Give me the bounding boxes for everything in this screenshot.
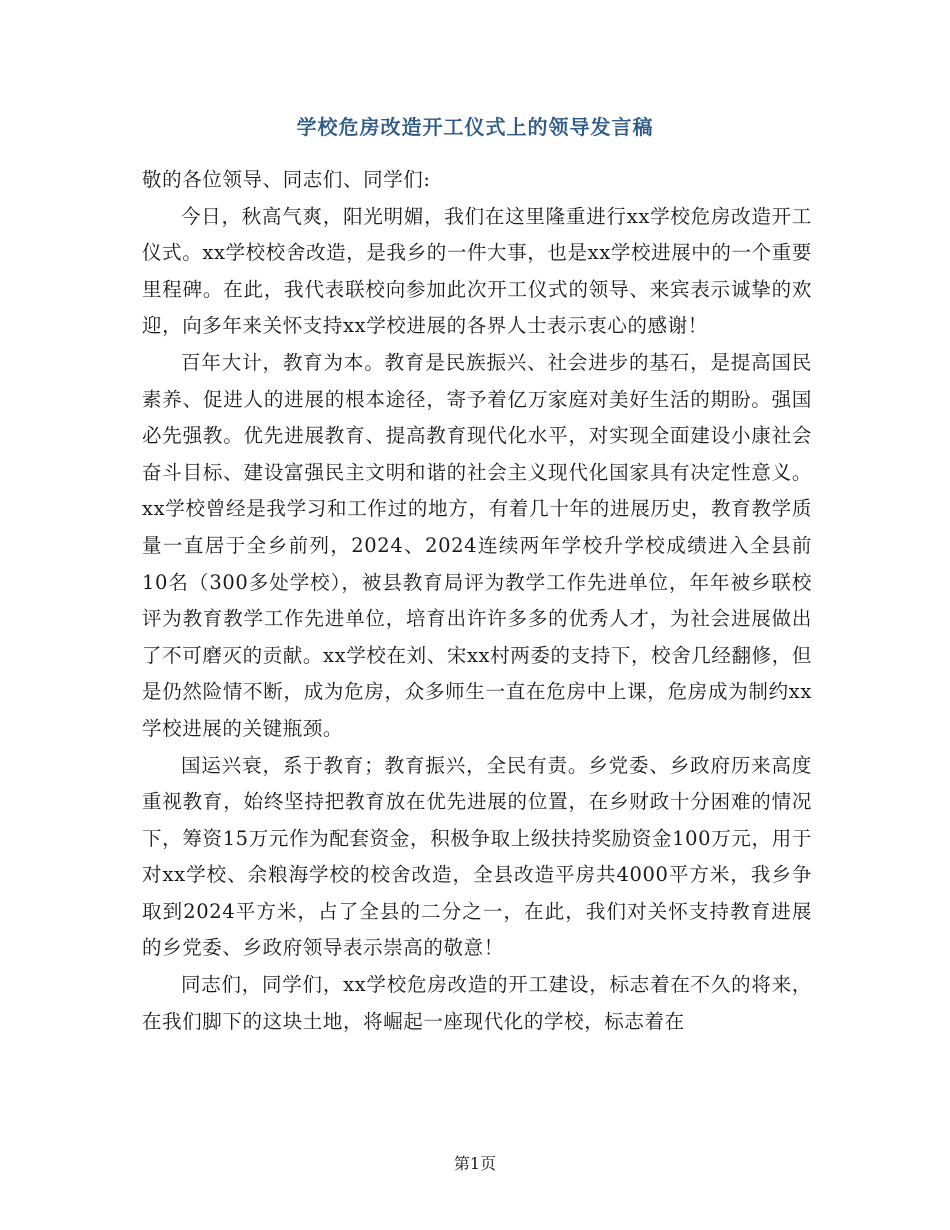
paragraph-3: 国运兴衰，系于教育；教育振兴，全民有责。乡党委、乡政府历来高度重视教育，始终坚持把教育放在优先进展的位置，在乡财政十分困难的情况下，筹资15万元作为配套资金，积极争取上级扶持奖励资金100万元，用于对xx学校、余粮海学校的校舍改造，全县改造平房共4000平方米，我乡争取到2024平方米，占了全县的二分之一，在此，我们对关怀支持教育进展的乡党委、乡政府领导表示崇高的敬意！ — [142, 753, 812, 960]
page-number: 第1页 — [453, 1154, 497, 1173]
salutation: 敬的各位领导、同志们、同学们: — [142, 168, 431, 191]
paragraph-2: 百年大计，教育为本。教育是民族振兴、社会进步的基石，是提高国民素养、促进人的进展的根本途径，寄予着亿万家庭对美好生活的期盼。强国必先强教。优先进展教育、提高教育现代化水平，对实现全面建设小康社会奋斗目标、建设富强民主文明和谐的社会主义现代化国家具有决定性意义。xx学校曾经是我学习和工作过的地方，有着几十年的进展历史，教育教学质量一直居于全乡前列，2024、2024连续两年学校升学校成绩进入全县前10名（300多处学校），被县教育局评为教学工作先进单位，年年被乡联校评为教育教学工作先进单位，培育出许许多多的优秀人才，为社会进展做出了不可磨灭的贡献。xx学校在刘、宋xx村两委的支持下，校舍几经翻修，但是仍然险情不断，成为危房，众多师生一直在危房中上课，危房成为制约xx学校进展的关键瓶颈。 — [142, 350, 812, 740]
paragraph-4: 同志们，同学们，xx学校危房改造的开工建设，标志着在不久的将来，在我们脚下的这块土地，将崛起一座现代化的学校，标志着在 — [142, 973, 812, 1033]
document-title: 学校危房改造开工仪式上的领导发言稿 — [296, 115, 654, 139]
document-body — [142, 162, 812, 1040]
paragraph-1: 今日，秋高气爽，阳光明媚，我们在这里隆重进行xx学校危房改造开工仪式。xx学校校舍改造，是我乡的一件大事，也是xx学校进展中的一个重要里程碑。在此，我代表联校向参加此次开工仪式的领导、来宾表示诚挚的欢迎，向多年来关怀支持xx学校进展的各界人士表示衷心的感谢！ — [142, 204, 812, 338]
